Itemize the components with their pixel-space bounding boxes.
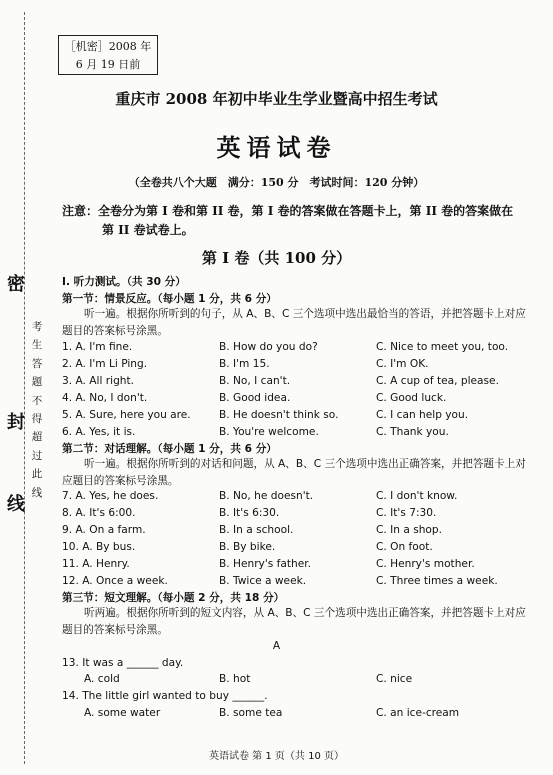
q12-option-c: C. Three times a week.	[376, 575, 498, 587]
q14-option-c: C. an ice-cream	[376, 707, 460, 719]
seal-char-xian: 线	[7, 494, 25, 515]
note-char: 考	[31, 321, 43, 333]
subject-title: 英语试卷	[216, 133, 337, 162]
q8-option-b: B. It's 6:30.	[219, 507, 280, 519]
q13-option-b: B. hot	[219, 673, 251, 685]
q6-option-b: B. You're welcome.	[219, 426, 319, 438]
sub2-instruction: 听一遍。根据你所听到的对话和问题，从 A、B、C 三个选项中选出正确答案，并把答题卡上对应题目的答案标号涂黑。	[62, 458, 526, 487]
secret-line2: 6 月 19 日前	[75, 58, 141, 71]
secret-box	[58, 35, 158, 75]
q10-option-c: C. On foot.	[376, 541, 433, 553]
part1-title: 第 I 卷（共 100 分）	[201, 249, 352, 267]
q13-stem: 13. It was a ______ day.	[62, 657, 184, 669]
q2-option-a: 2. A. I'm Li Ping.	[62, 358, 148, 370]
q14-stem: 14. The little girl wanted to buy ______.	[62, 690, 268, 702]
q13-option-a: A. cold	[84, 673, 120, 685]
note-char: 答	[31, 357, 43, 370]
notice-line2: 第 II 卷试卷上。	[102, 223, 194, 237]
q10-option-a: 10. A. By bus.	[62, 541, 136, 553]
q7-option-b: B. No, he doesn't.	[219, 490, 314, 502]
q3-option-b: B. No, I can't.	[219, 375, 291, 387]
page-footer: 英语试卷 第 1 页（共 10 页）	[209, 751, 344, 762]
q9-option-c: C. In a shop.	[376, 524, 443, 536]
q7-option-a: 7. A. Yes, he does.	[62, 490, 159, 502]
q11-option-c: C. Henry's mother.	[376, 558, 475, 570]
note-char: 不	[31, 394, 43, 407]
q1-option-c: C. Nice to meet you, too.	[376, 341, 509, 353]
q8-option-a: 8. A. It's 6:00.	[62, 507, 136, 519]
q11-option-b: B. Henry's father.	[219, 558, 311, 570]
q6-option-c: C. Thank you.	[376, 426, 449, 438]
q12-option-b: B. Twice a week.	[219, 575, 307, 587]
sub3-title: 第三节：短文理解。（每小题 2 分，共 18 分）	[62, 592, 285, 604]
q5-option-c: C. I can help you.	[376, 409, 469, 421]
note-char: 此	[31, 468, 43, 481]
q14-option-a: A. some water	[84, 707, 161, 719]
q10-option-b: B. By bike.	[219, 541, 276, 553]
note-char: 线	[31, 486, 43, 499]
q9-option-b: B. In a school.	[219, 524, 294, 536]
q8-option-c: C. It's 7:30.	[376, 507, 437, 519]
note-char: 得	[31, 413, 43, 426]
q2-option-c: C. I'm OK.	[376, 358, 429, 370]
note-char: 过	[31, 449, 43, 462]
q1-option-a: 1. A. I'm fine.	[62, 341, 133, 353]
q5-option-b: B. He doesn't think so.	[219, 409, 339, 421]
sub1-title: 第一节：情景反应。（每小题 1 分，共 6 分）	[62, 293, 277, 305]
q9-option-a: 9. A. On a farm.	[62, 524, 146, 536]
sub1-instruction: 听一遍。根据你所听到的句子，从 A、B、C 三个选项中选出最恰当的答语，并把答题卡上对应题目的答案标号涂黑。	[62, 308, 526, 337]
exam-info: （全卷共八个大题 满分：150 分 考试时间：120 分钟）	[128, 176, 425, 189]
notice-line1: 注意：全卷分为第 I 卷和第 II 卷，第 I 卷的答案做在答题卡上，第 II 卷的答案做在	[62, 204, 514, 218]
sub2-title: 第二节：对话理解。（每小题 1 分，共 6 分）	[62, 443, 277, 455]
note-char: 超	[31, 431, 43, 444]
notice	[62, 202, 532, 240]
q13-option-c: C. nice	[376, 673, 413, 685]
q4-option-c: C. Good luck.	[376, 392, 447, 404]
note-char: 生	[31, 339, 43, 352]
exam-title: 重庆市 2008 年初中毕业生学业暨高中招生考试	[115, 90, 438, 108]
secret-line1: ［机密］2008 年	[64, 40, 152, 53]
q3-option-a: 3. A. All right.	[62, 375, 135, 387]
q2-option-b: B. I'm 15.	[219, 358, 270, 370]
q4-option-a: 4. A. No, I don't.	[62, 392, 148, 404]
note-char: 题	[31, 376, 43, 389]
q4-option-b: B. Good idea.	[219, 392, 291, 404]
seal-char-mi: 密	[7, 274, 25, 295]
section1-title: I. 听力测试。（共 30 分）	[62, 276, 186, 288]
q12-option-a: 12. A. Once a week.	[62, 575, 168, 587]
q7-option-c: C. I don't know.	[376, 490, 458, 502]
candidate-margin-note	[31, 318, 43, 502]
q1-option-b: B. How do you do?	[219, 341, 318, 353]
q6-option-a: 6. A. Yes, it is.	[62, 426, 136, 438]
q3-option-c: C. A cup of tea, please.	[376, 375, 499, 387]
passage-label: A	[272, 640, 281, 652]
q11-option-a: 11. A. Henry.	[62, 558, 130, 570]
q5-option-a: 5. A. Sure, here you are.	[62, 409, 191, 421]
sub3-instruction: 听两遍。根据你所听到的短文内容，从 A、B、C 三个选项中选出正确答案，并把答题卡上对应题目的答案标号涂黑。	[62, 607, 526, 636]
seal-char-feng: 封	[7, 412, 25, 433]
q14-option-b: B. some tea	[219, 707, 283, 719]
